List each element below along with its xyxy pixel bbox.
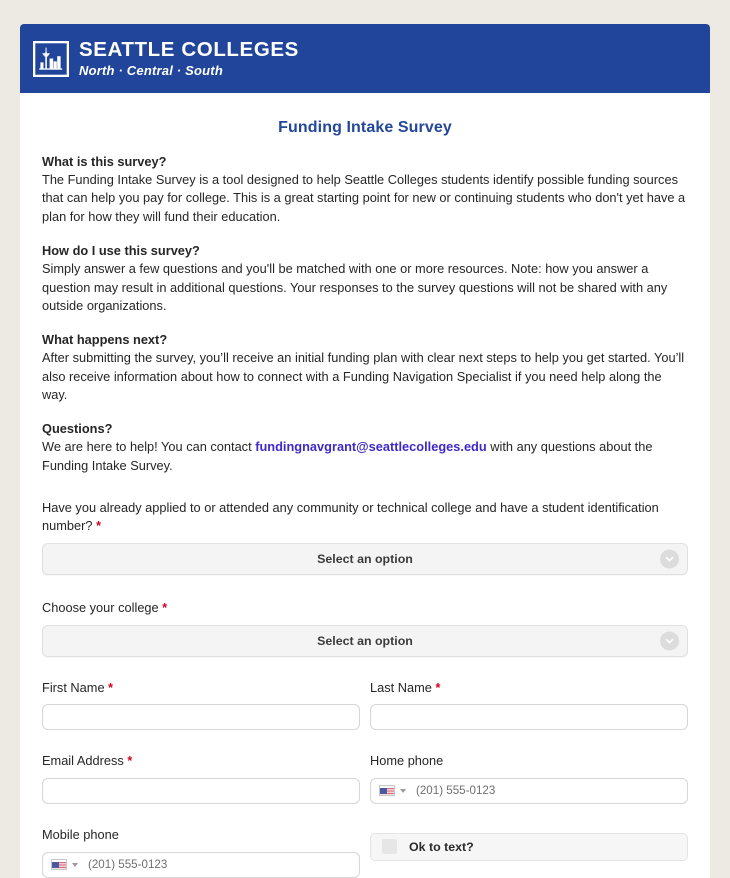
name-inputs-row xyxy=(42,704,688,730)
section-body: The Funding Intake Survey is a tool designed to help Seattle Colleges students identify possible funding sources that can help you pay for college. This is a great starting point for new or continuing students who don't yet have a plan for how they will fund their education. xyxy=(42,172,686,224)
survey-card xyxy=(20,24,710,878)
us-flag-icon xyxy=(51,859,67,870)
first-name-input[interactable] xyxy=(42,704,360,730)
select-value: Select an option xyxy=(317,633,413,648)
section-what-is-this-survey xyxy=(42,153,688,226)
first-name-label xyxy=(42,679,360,698)
last-name-label xyxy=(370,679,688,698)
home-phone-label xyxy=(370,752,688,771)
chevron-down-icon xyxy=(660,549,679,568)
mobile-inputs-row xyxy=(42,833,688,878)
survey-body xyxy=(20,119,710,878)
home-phone-field[interactable] xyxy=(370,778,688,804)
required-marker: * xyxy=(96,519,101,534)
email-phone-inputs-row xyxy=(42,778,688,804)
home-phone-placeholder: (201) 555-0123 xyxy=(416,784,496,798)
us-flag-icon xyxy=(379,785,395,796)
section-heading: Questions? xyxy=(42,421,113,437)
section-questions xyxy=(42,420,688,475)
page-title: Funding Intake Survey xyxy=(278,119,452,136)
space-needle-skyline-icon xyxy=(33,41,69,77)
site-header xyxy=(20,24,710,93)
section-body: After submitting the survey, you’ll receive an initial funding plan with clear next steps to help you get started. You’ll also receive information about how to connect with a Funding Navigation Specialist if you need help along the way. xyxy=(42,350,685,402)
contact-email-link[interactable]: fundingnavgrant@seattlecolleges.edu xyxy=(255,439,487,455)
logo-wordmark xyxy=(79,40,299,77)
section-what-happens-next xyxy=(42,331,688,404)
section-how-do-i-use xyxy=(42,242,688,315)
mobile-phone-label-text: Mobile phone xyxy=(42,826,119,842)
select-value: Select an option xyxy=(317,551,413,566)
ok-to-text-checkbox[interactable] xyxy=(370,833,688,861)
ok-to-text-label: Ok to text? xyxy=(409,839,474,854)
required-marker: * xyxy=(108,680,114,695)
section-body: Simply answer a few questions and you'll be matched with one or more resources. Note: how you answer a question may result in additional questions. Your responses to the survey questions will not be shared with any outside organizations. xyxy=(42,261,668,313)
logo-subtitle: North · Central · South xyxy=(79,62,223,78)
chevron-down-icon xyxy=(660,631,679,650)
field-label xyxy=(42,499,688,536)
contact-text-before: We are here to help! You can contact xyxy=(42,439,256,455)
email-label xyxy=(42,752,360,771)
home-phone-label-text: Home phone xyxy=(370,753,444,769)
email-label-text: Email Address xyxy=(42,753,124,769)
country-dropdown-caret-icon[interactable] xyxy=(72,863,78,867)
seattle-colleges-logo xyxy=(33,40,299,77)
section-heading: What is this survey? xyxy=(42,154,167,169)
last-name-label-text: Last Name xyxy=(370,679,432,695)
email-phone-labels-row xyxy=(42,752,688,771)
mobile-phone-placeholder: (201) 555-0123 xyxy=(88,858,168,872)
checkbox-box-icon[interactable] xyxy=(382,839,397,854)
country-dropdown-caret-icon[interactable] xyxy=(400,789,406,793)
field-label-text: Choose your college xyxy=(42,599,159,615)
required-marker: * xyxy=(162,600,168,615)
field-student-id-question xyxy=(42,499,688,575)
email-address-input[interactable] xyxy=(42,778,360,804)
required-marker: * xyxy=(435,680,441,695)
field-choose-college xyxy=(42,599,688,657)
field-label-text: Have you already applied to or attended any community or technical college and have a student identification number? xyxy=(42,499,659,534)
field-label xyxy=(42,599,688,618)
name-labels-row xyxy=(42,679,688,698)
mobile-phone-field[interactable] xyxy=(42,852,360,878)
contact-text-after: with any questions about the Funding Intake Survey. xyxy=(42,439,653,473)
first-name-label-text: First Name xyxy=(42,679,105,695)
section-heading: What happens next? xyxy=(42,332,168,348)
section-heading: How do I use this survey? xyxy=(42,243,200,259)
required-marker: * xyxy=(127,754,133,769)
section-body xyxy=(42,438,688,475)
student-id-select[interactable] xyxy=(42,543,688,575)
college-select[interactable] xyxy=(42,625,688,657)
last-name-input[interactable] xyxy=(370,704,688,730)
logo-title: SEATTLE COLLEGES xyxy=(79,38,299,62)
